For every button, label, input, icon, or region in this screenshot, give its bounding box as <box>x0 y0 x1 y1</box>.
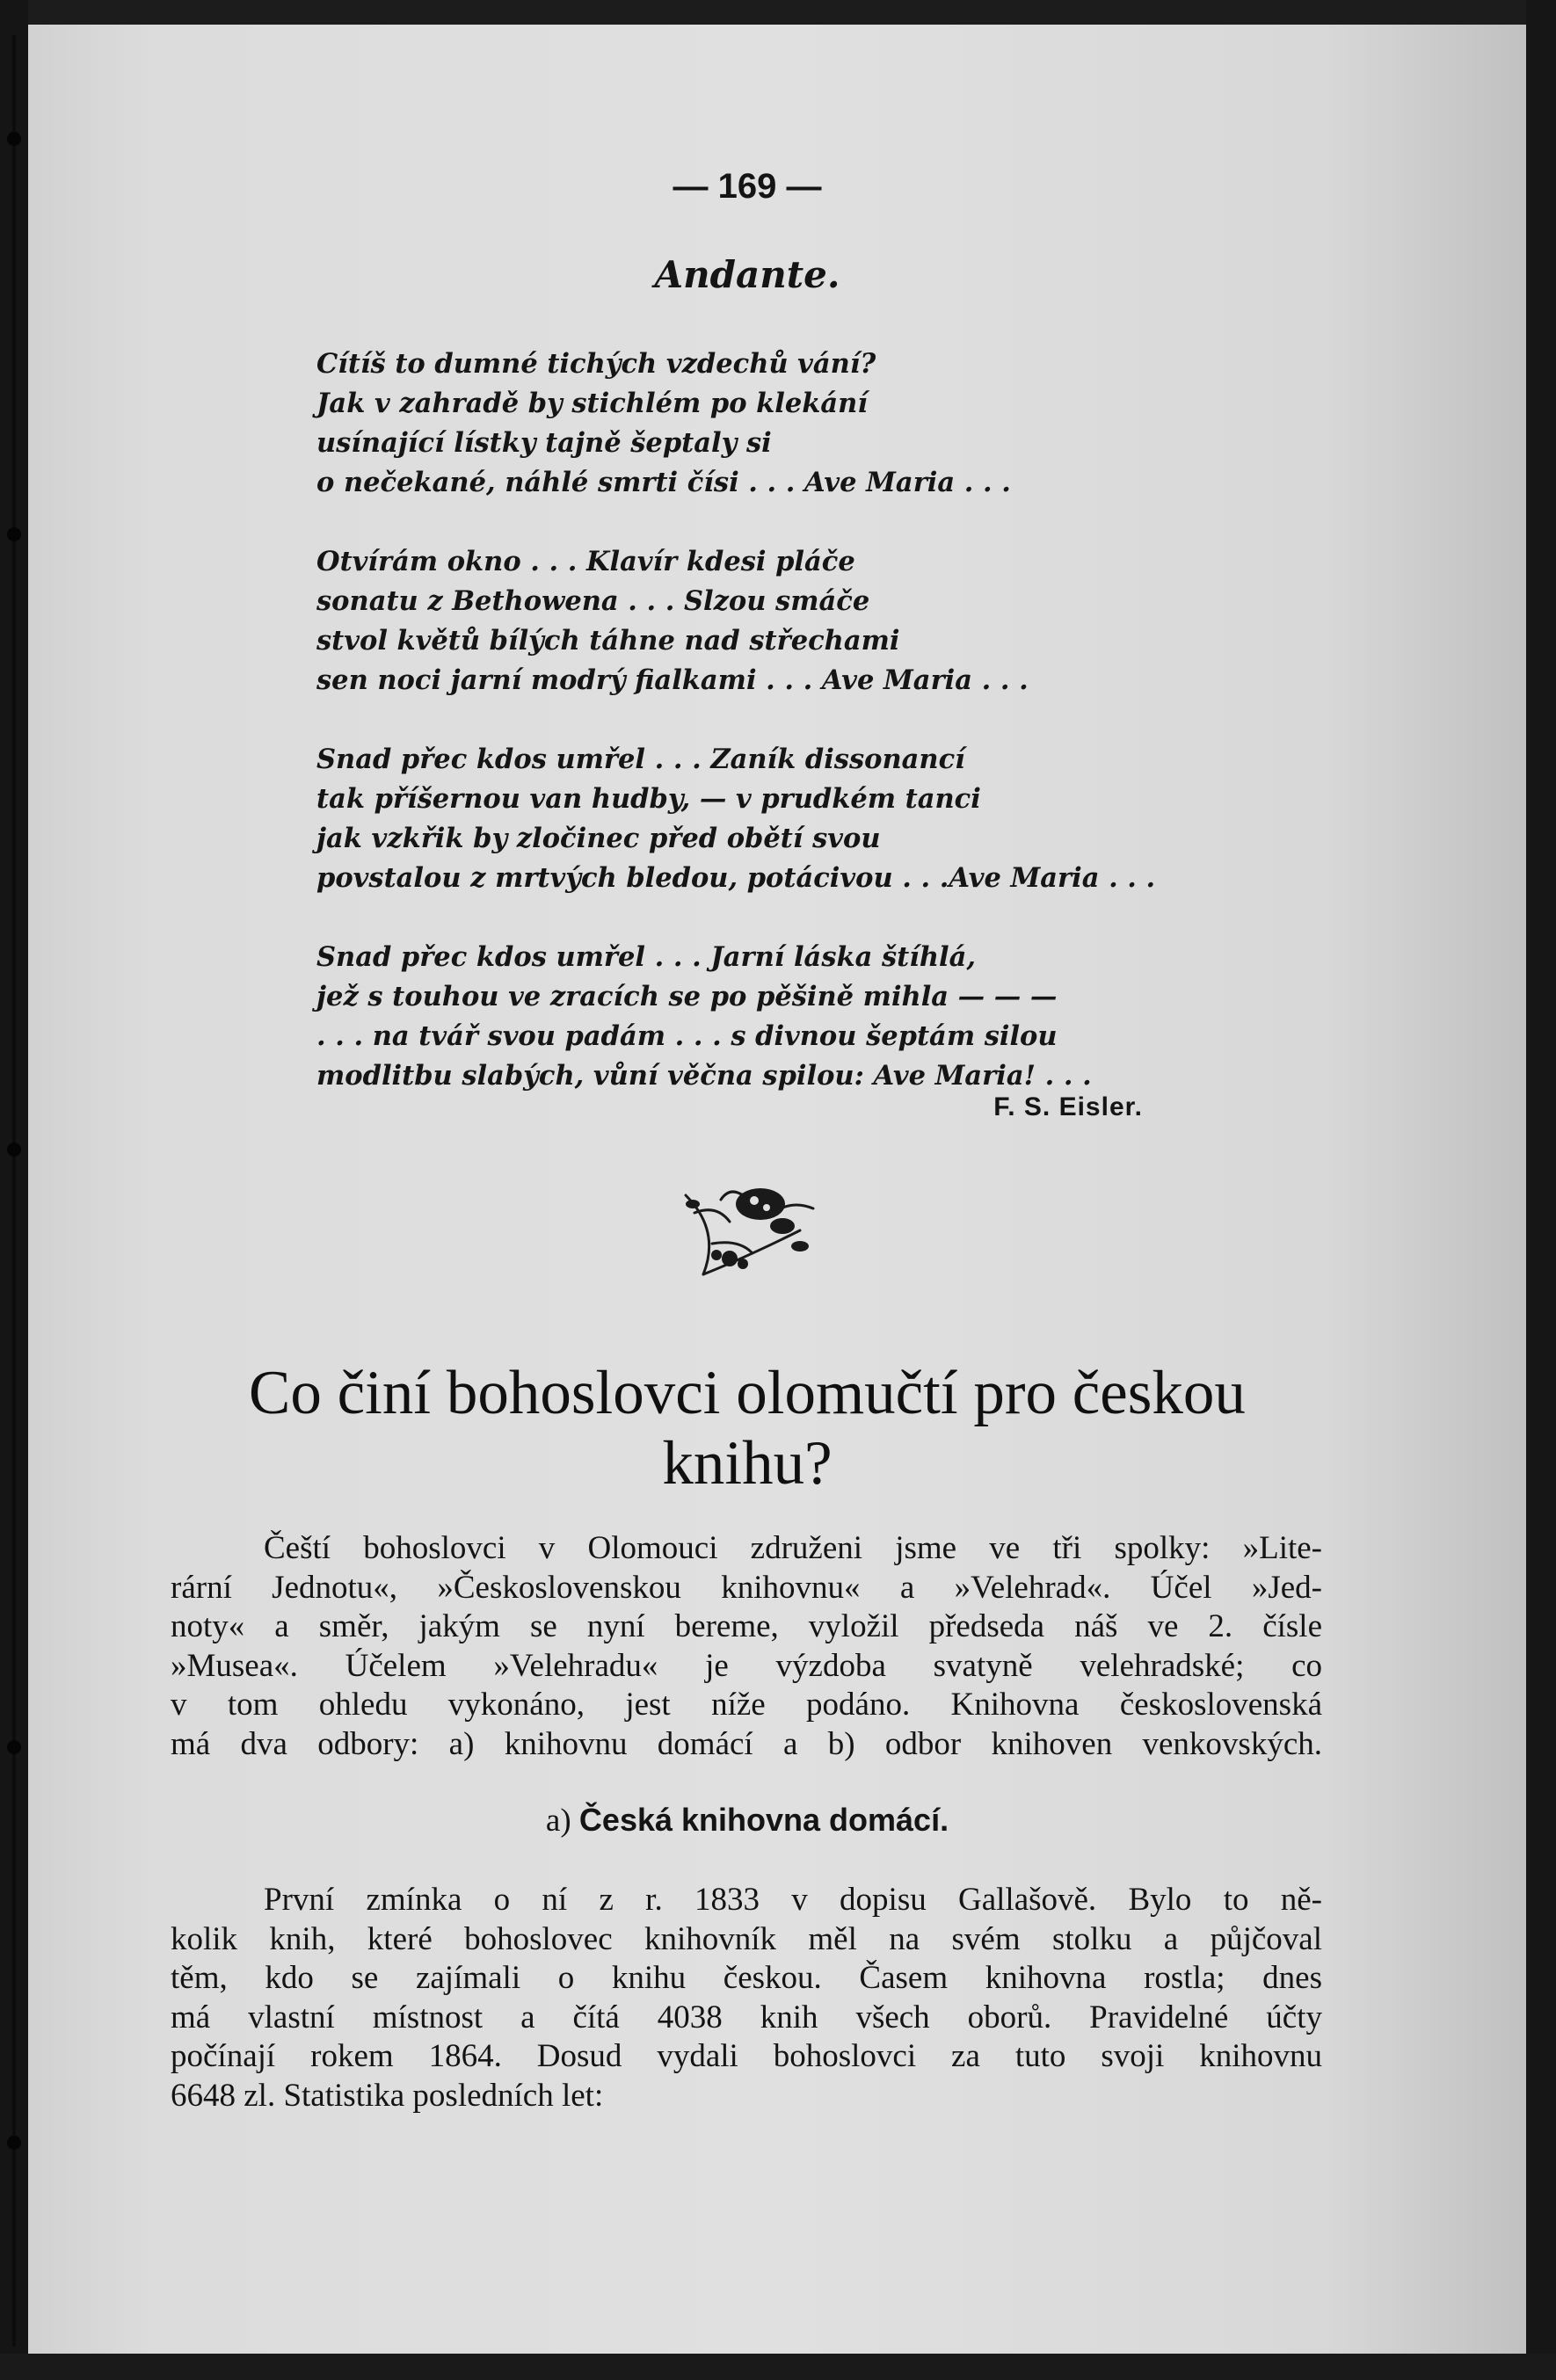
paragraph-line: těm, kdo se zajímali o knihu českou. Časem knihovna rostla; dnes <box>171 1960 1322 1996</box>
poem-title: Andante. <box>654 253 840 296</box>
poem-line: Jak v zahradě by stichlém po klekání <box>316 388 868 419</box>
poem-stanza <box>316 345 1301 503</box>
poem-stanza <box>316 740 1301 898</box>
paragraph-line: má vlastní místnost a čítá 4038 knih všech oborů. Pravidelné účty <box>171 1999 1322 2035</box>
binding-hole-icon <box>7 132 21 146</box>
paragraph-line: má dva odbory: a) knihovnu domácí a b) odbor knihoven venkovských. <box>171 1725 1322 1762</box>
floral-vignette-icon <box>668 1178 826 1283</box>
poem-line: Otvírám okno . . . Klavír kdesi pláče <box>316 546 855 577</box>
binding-edge-line <box>12 35 16 2347</box>
binding-hole-icon <box>7 1740 21 1754</box>
poem-line: sonatu z Bethowena . . . Slzou smáče <box>316 585 870 617</box>
poem-line: povstalou z mrtvých bledou, potácivou . . .Ave Maria . . . <box>316 862 1156 894</box>
paragraph-line: noty« a směr, jakým se nyní bereme, vyložil předseda náš ve 2. čísle <box>171 1608 1322 1644</box>
poem-body <box>316 345 1301 1136</box>
paragraph-line: rární Jednotu«, »Československou knihovnu« a »Velehrad«. Účel »Jed- <box>171 1569 1322 1606</box>
paragraph-line: První zmínka o ní z r. 1833 v dopisu Gallašově. Bylo to ně- <box>264 1882 1322 1918</box>
poem-line: . . . na tvář svou padám . . . s divnou šeptám silou <box>316 1020 1058 1052</box>
scan-border-bottom <box>0 2354 1556 2380</box>
paragraph-line: 6648 zl. Statistika posledních let: <box>171 2077 604 2114</box>
article-paragraph <box>171 1881 1322 2115</box>
poem-line: tak příšernou van hudby, — v prudkém tanci <box>316 783 981 815</box>
paragraph-line: počínají rokem 1864. Dosud vydali bohoslovci za tuto svoji knihovnu <box>171 2038 1322 2074</box>
poem-line: Cítíš to dumné tichých vzdechů vání? <box>316 348 876 380</box>
poem-line: modlitbu slabých, vůní věčna spilou: Ave Maria! . . . <box>316 1060 1092 1092</box>
scan-border-top <box>0 0 1556 25</box>
binding-hole-icon <box>7 1143 21 1157</box>
poem-line: sen noci jarní modrý fialkami . . . Ave Maria . . . <box>316 664 1029 696</box>
paragraph-line: »Musea«. Účelem »Velehradu« je výzdoba svatyně velehradské; co <box>171 1647 1322 1684</box>
scan-border-right <box>1526 0 1556 2380</box>
poem-line: o nečekané, náhlé smrti čísi . . . Ave Maria . . . <box>316 467 1011 498</box>
poem-stanza <box>316 542 1301 700</box>
page-number: — 169 — <box>673 167 822 206</box>
section-title: Česká knihovna domácí. <box>578 1802 949 1838</box>
binding-hole-icon <box>7 2136 21 2150</box>
poem-stanza <box>316 938 1301 1096</box>
section-heading <box>0 1802 1494 1839</box>
poem-line: jak vzkřik by zločinec před obětí svou <box>316 823 881 854</box>
section-prefix: a) <box>545 1803 571 1839</box>
poem-line: stvol květů bílých táhne nad střechami <box>316 625 900 657</box>
article-title <box>132 1358 1363 1498</box>
paragraph-line: kolik knih, které bohoslovec knihovník měl na svém stolku a půjčoval <box>171 1920 1322 1957</box>
binding-hole-icon <box>7 527 21 541</box>
paragraph-line: Čeští bohoslovci v Olomouci združeni jsme ve tři spolky: »Lite- <box>264 1530 1322 1566</box>
poem-author: F. S. Eisler. <box>993 1092 1143 1121</box>
poem-line: usínající lístky tajně šeptaly si <box>316 427 772 459</box>
article-title-line: Co činí bohoslovci olomučtí pro českou <box>249 1359 1246 1427</box>
article-paragraph <box>171 1529 1322 1764</box>
poem-line: Snad přec kdos umřel . . . Zaník dissonancí <box>316 744 965 775</box>
poem-line: Snad přec kdos umřel . . . Jarní láska štíhlá, <box>316 941 976 973</box>
article-title-line: knihu? <box>662 1429 833 1498</box>
poem-line: jež s touhou ve zracích se po pěšině mihla — — — <box>316 981 1058 1012</box>
paragraph-line: v tom ohledu vykonáno, jest níže podáno. Knihovna československá <box>171 1687 1322 1723</box>
